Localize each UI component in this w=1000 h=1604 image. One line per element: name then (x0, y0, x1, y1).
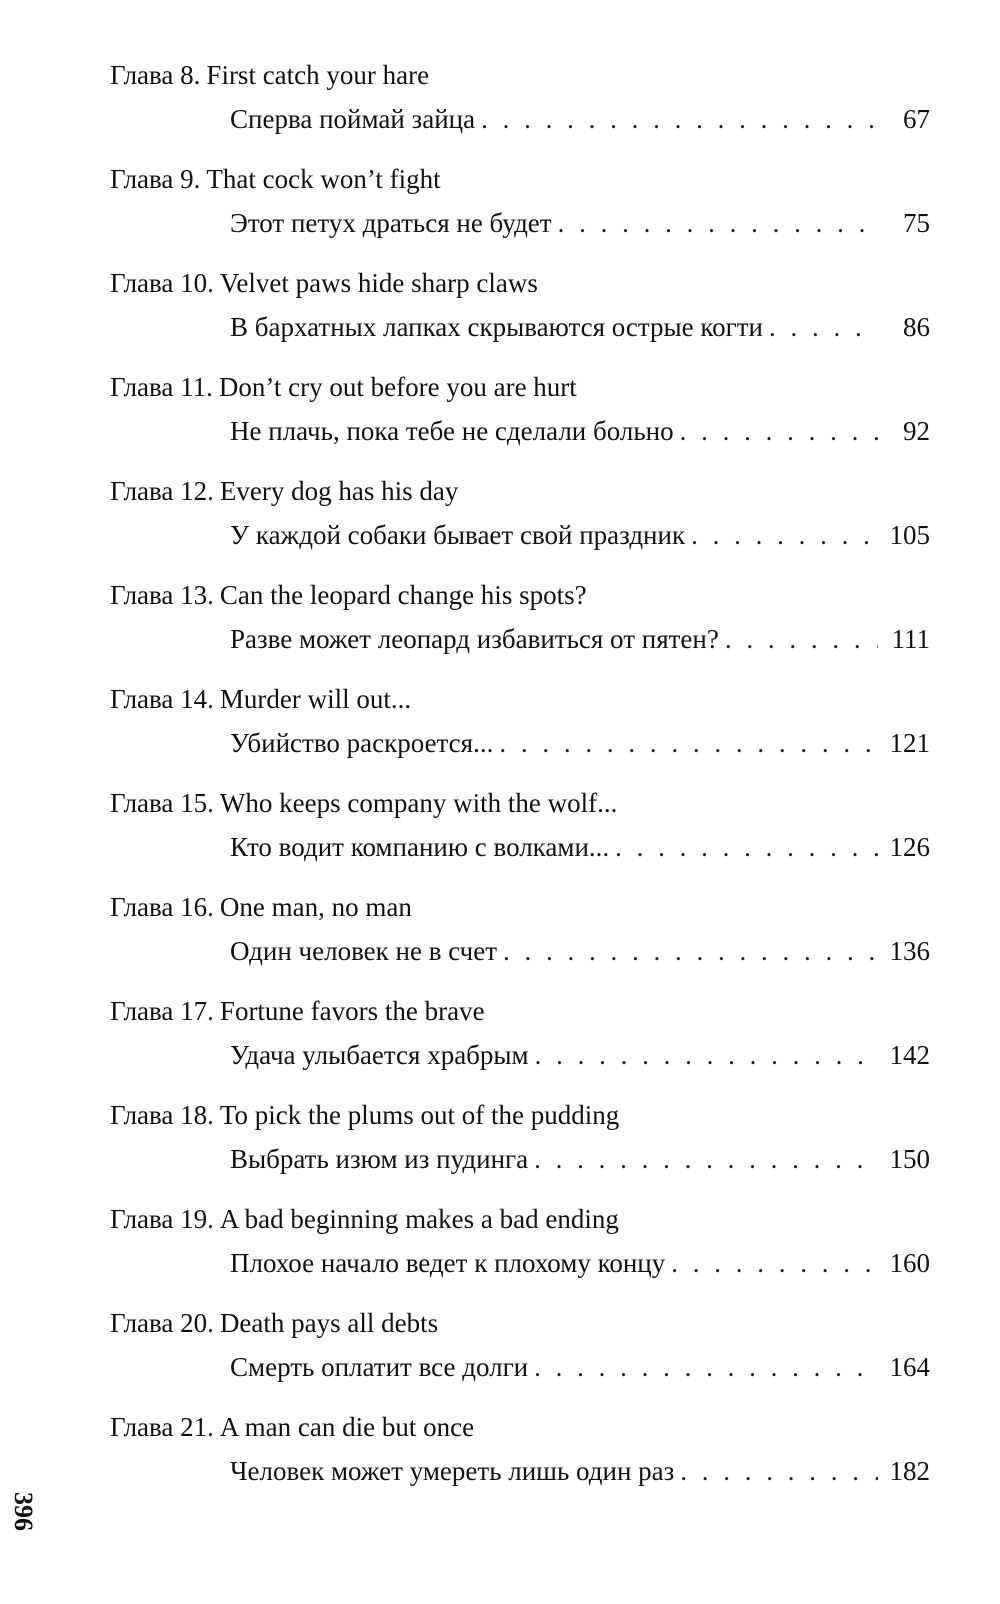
chapter-page: 160 (889, 1248, 930, 1278)
chapter-number: 21. (180, 1412, 214, 1442)
chapter-heading (110, 1306, 438, 1340)
chapter-title-en: One man, no man (219, 892, 412, 922)
chapter-label: Глава (110, 268, 174, 298)
chapter-title-en: Murder will out... (219, 684, 412, 714)
chapter-title-ru: Кто водит компанию с волками... (230, 832, 610, 862)
chapter-title-en: Every dog has his day (219, 476, 459, 506)
chapter-title-ru: Не плачь, пока тебе не сделали больно (230, 416, 674, 446)
chapter-label: Глава (110, 1412, 174, 1442)
chapter-title-ru: Выбрать изюм из пудинга (230, 1144, 529, 1174)
toc-entry (0, 1352, 1000, 1486)
chapter-title-ru: Разве может леопард избавиться от пятен? (230, 624, 719, 654)
chapter-number: 18. (180, 1100, 214, 1130)
chapter-number: 20. (180, 1308, 214, 1338)
toc-entry (0, 936, 1000, 1070)
chapter-title-ru: Смерть оплатит все долги (230, 1352, 529, 1382)
chapter-label: Глава (110, 1204, 174, 1234)
chapter-label: Глава (110, 60, 174, 90)
chapter-heading (110, 786, 617, 820)
chapter-heading (110, 474, 458, 508)
chapter-title-en: Can the leopard change his spots? (219, 580, 587, 610)
chapter-number: 15. (180, 788, 214, 818)
chapter-title-en: Don’t cry out before you are hurt (218, 372, 577, 402)
chapter-label: Глава (110, 372, 174, 402)
chapter-page: 136 (889, 936, 930, 966)
chapter-number: 11. (180, 372, 213, 402)
chapter-label: Глава (110, 788, 174, 818)
toc-entry (0, 624, 1000, 758)
chapter-number: 9. (180, 164, 201, 194)
page-number: 396 (9, 1492, 38, 1531)
chapter-page: 75 (903, 208, 930, 238)
chapter-number: 10. (180, 268, 214, 298)
toc-entry (0, 104, 1000, 238)
chapter-number: 13. (180, 580, 214, 610)
chapter-page: 126 (889, 832, 930, 862)
chapter-heading (110, 1202, 619, 1236)
chapter-heading (110, 994, 485, 1028)
chapter-label: Глава (110, 684, 174, 714)
chapter-title-en: A man can die but once (219, 1412, 475, 1442)
chapter-title-en: Fortune favors the brave (219, 996, 485, 1026)
chapter-title-ru: Один человек не в счет (230, 936, 497, 966)
chapter-label: Глава (110, 892, 174, 922)
chapter-heading (110, 1098, 619, 1132)
chapter-page: 150 (889, 1144, 930, 1174)
chapter-number: 19. (180, 1204, 214, 1234)
chapter-page: 92 (903, 416, 930, 446)
toc-entry (0, 1144, 1000, 1278)
chapter-title-en: To pick the plums out of the pudding (219, 1100, 620, 1130)
chapter-heading (110, 578, 587, 612)
chapter-page: 164 (889, 1352, 930, 1382)
chapter-heading (110, 58, 429, 92)
chapter-number: 16. (180, 892, 214, 922)
toc-entry (0, 728, 1000, 862)
chapter-title-en: First catch your hare (206, 60, 430, 90)
chapter-page: 111 (891, 624, 930, 654)
toc-entry (0, 520, 1000, 654)
chapter-title-en: A bad beginning makes a bad ending (219, 1204, 619, 1234)
dot-leader (680, 1454, 878, 1488)
chapter-label: Глава (110, 1100, 174, 1130)
chapter-number: 14. (180, 684, 214, 714)
chapter-heading (110, 1410, 474, 1444)
chapter-page: 142 (889, 1040, 930, 1070)
chapter-line-ru (230, 1454, 930, 1490)
chapter-label: Глава (110, 476, 174, 506)
chapter-number: 8. (180, 60, 201, 90)
toc-entry (0, 208, 1000, 342)
toc-entry (0, 1248, 1000, 1382)
chapter-title-ru: Сперва поймай зайца (230, 104, 476, 134)
chapter-title-ru: Этот петух драться не будет (230, 208, 552, 238)
toc-entry (0, 832, 1000, 966)
chapter-page: 182 (889, 1456, 930, 1486)
chapter-title-ru: Убийство раскроется... (230, 728, 494, 758)
toc-entry (0, 416, 1000, 550)
chapter-label: Глава (110, 580, 174, 610)
chapter-title-en: Death pays all debts (219, 1308, 439, 1338)
chapter-page: 105 (889, 520, 930, 550)
chapter-number: 12. (180, 476, 214, 506)
chapter-title-en: That cock won’t fight (206, 164, 441, 194)
chapter-title-ru: Удача улыбается храбрым (230, 1040, 529, 1070)
chapter-title-ru: В бархатных лапках скрываются острые когти (230, 312, 763, 342)
chapter-heading (110, 890, 412, 924)
chapter-label: Глава (110, 164, 174, 194)
chapter-page: 67 (903, 104, 930, 134)
toc-entry (0, 0, 1000, 134)
chapter-label: Глава (110, 1308, 174, 1338)
chapter-title-en: Who keeps company with the wolf... (219, 788, 618, 818)
chapter-title-ru: Плохое начало ведет к плохому концу (230, 1248, 666, 1278)
chapter-title-ru: Человек может умереть лишь один раз (230, 1456, 675, 1486)
chapter-number: 17. (180, 996, 214, 1026)
chapter-heading (110, 266, 538, 300)
chapter-page: 86 (903, 312, 930, 342)
chapter-title-ru: У каждой собаки бывает свой праздник (230, 520, 686, 550)
chapter-heading (110, 162, 441, 196)
chapter-label: Глава (110, 996, 174, 1026)
toc-entry (0, 1040, 1000, 1174)
chapter-title-en: Velvet paws hide sharp claws (219, 268, 538, 298)
chapter-page: 121 (889, 728, 930, 758)
chapter-heading (110, 682, 411, 716)
toc-entry (0, 312, 1000, 446)
chapter-heading (110, 370, 577, 404)
